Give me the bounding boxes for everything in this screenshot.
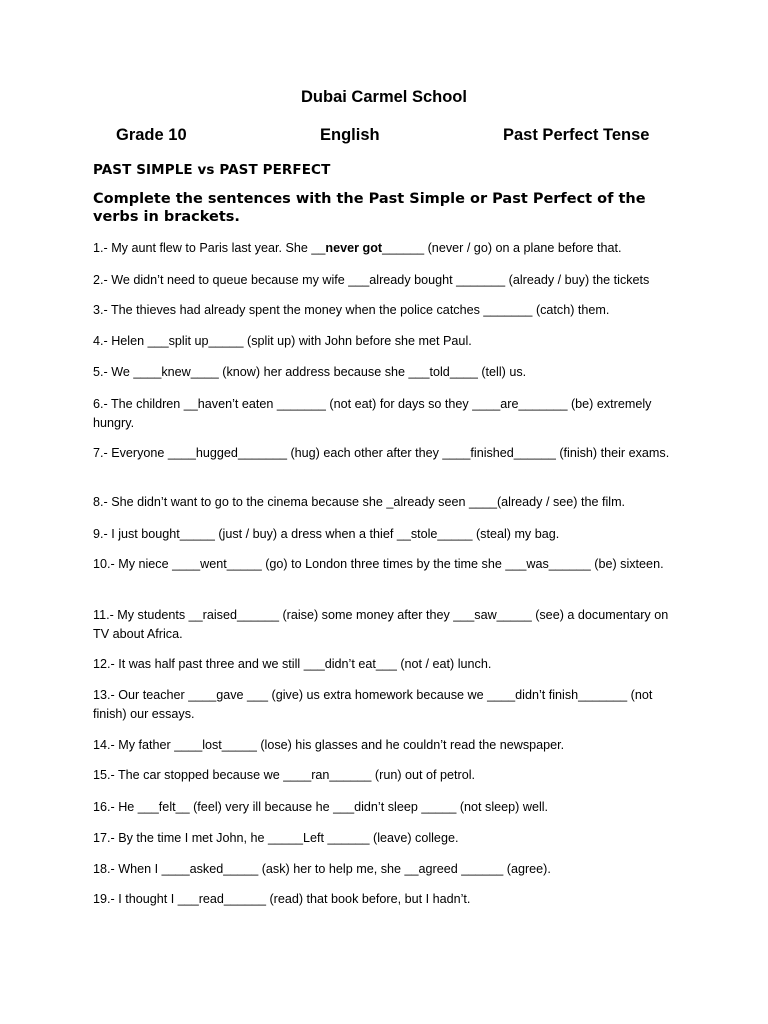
exercise-item [93,493,683,512]
item-text: 3.- The thieves had already spent the money when the police catches _______ (catch) them. [93,303,610,317]
exercise-item [93,798,683,817]
exercise-item [93,395,683,432]
item-text-end: ______ (never / go) on a plane before that. [382,241,622,255]
topic-label: Past Perfect Tense [503,126,650,144]
item-text: 14.- My father ____lost_____ (lose) his glasses and he couldn’t read the newspaper. [93,738,565,752]
item-text: 15.- The car stopped because we ____ran______ (run) out of petrol. [93,768,476,782]
subject-label: English [320,126,380,144]
exercise-item [93,736,683,755]
item-text: 19.- I thought I ___read______ (read) that book before, but I hadn’t. [93,892,471,906]
section-title: PAST SIMPLE vs PAST PERFECT [93,162,331,178]
item-text: 6.- The children __haven’t eaten _______ (not eat) for days so they ____are_______ (be) extremely hungry. [93,397,652,430]
item-text: 17.- By the time I met John, he _____Left ______ (leave) college. [93,831,459,845]
exercise-item [93,860,683,879]
item-text: 18.- When I ____asked_____ (ask) her to help me, she __agreed ______ (agree). [93,862,551,876]
exercise-item [93,444,683,463]
item-answer: never got [325,241,383,255]
instructions: Complete the sentences with the Past Simple or Past Perfect of the verbs in brackets. [93,191,646,225]
exercise-item [93,555,683,574]
item-text: 5.- We ____knew____ (know) her address because she ___told____ (tell) us. [93,365,527,379]
item-text: 11.- My students __raised______ (raise) some money after they ___saw_____ (see) a documentary on TV about Africa. [93,608,669,641]
exercise-item [93,686,683,723]
exercise-item [93,525,683,544]
item-text: 10.- My niece ____went_____ (go) to London three times by the time she ___was______ (be) sixteen. [93,557,664,571]
item-text: 8.- She didn’t want to go to the cinema because she _already seen ____(already / see) the film. [93,495,626,509]
item-text: 7.- Everyone ____hugged_______ (hug) each other after they ____finished______ (finish) their exams. [93,446,670,460]
item-text: 9.- I just bought_____ (just / buy) a dress when a thief __stole_____ (steal) my bag. [93,527,560,541]
exercise-item [93,655,683,674]
exercise-item [93,890,683,909]
item-text: 1.- My aunt flew to Paris last year. She __ [93,241,326,255]
exercise-item [93,766,683,785]
exercise-item [93,239,683,258]
exercise-item [93,332,683,351]
exercise-item [93,271,683,290]
exercise-item [93,363,683,382]
grade-label: Grade 10 [116,126,187,144]
item-text: 2.- We didn’t need to queue because my wife ___already bought _______ (already / buy) the tickets [93,273,650,287]
exercise-item [93,829,683,848]
header-row [0,126,768,150]
school-name: Dubai Carmel School [301,88,467,106]
item-text: 4.- Helen ___split up_____ (split up) with John before she met Paul. [93,334,472,348]
exercise-item [93,301,683,320]
item-text: 12.- It was half past three and we still ___didn’t eat___ (not / eat) lunch. [93,657,492,671]
item-text: 13.- Our teacher ____gave ___ (give) us extra homework because we ____didn’t finish_______ (not finish) our essays. [93,688,653,721]
item-text: 16.- He ___felt__ (feel) very ill because he ___didn’t sleep _____ (not sleep) well. [93,800,549,814]
exercise-item [93,606,683,643]
